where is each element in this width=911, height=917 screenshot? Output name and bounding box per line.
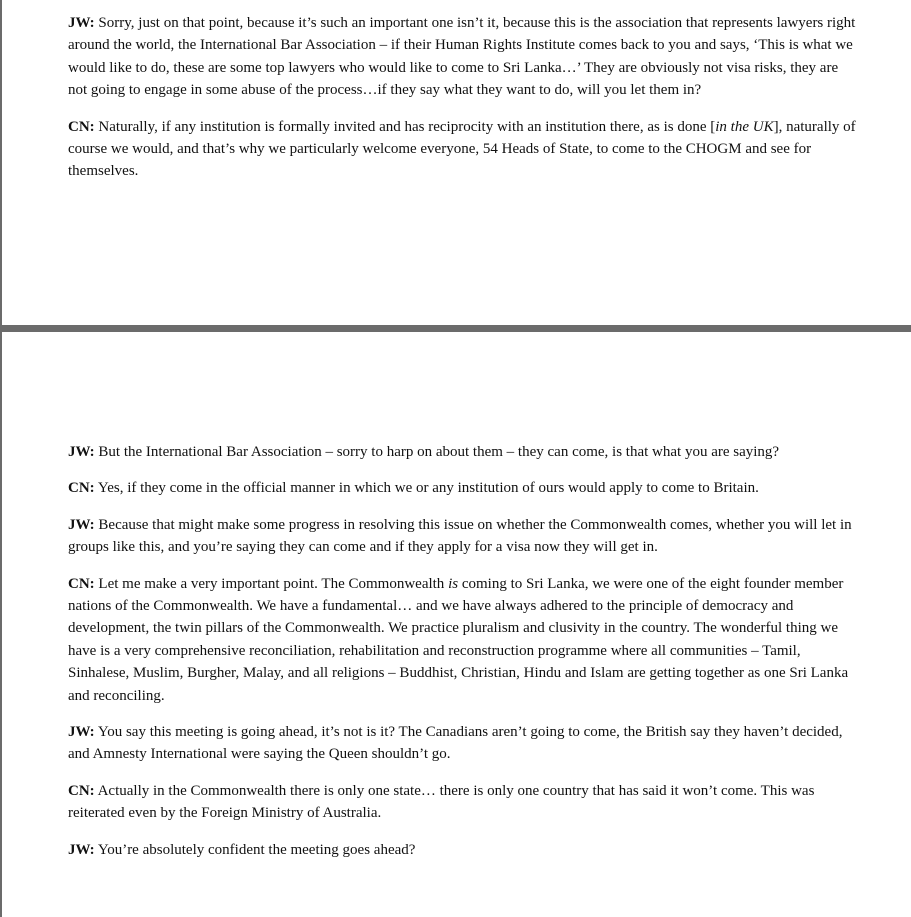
speaker-label: CN: — [68, 782, 95, 799]
speaker-label: CN: — [68, 118, 95, 135]
speaker-label: JW: — [68, 724, 95, 741]
speaker-label: CN: — [68, 575, 95, 592]
page-separator — [0, 325, 911, 332]
paragraph-text: But the International Bar Association – sorry to harp on about them – they can come, is that what you are saying? — [94, 444, 780, 460]
paragraph-text: You say this meeting is going ahead, it’s not is it? The Canadians aren’t going to come, the British say they haven’t decided, and Amnesty International were saying the Queen shouldn’t go. — [68, 724, 843, 763]
paragraph-text: You’re absolutely confident the meeting goes ahead? — [94, 841, 416, 858]
transcript-paragraph — [68, 116, 858, 183]
speaker-label: JW: — [68, 15, 95, 31]
paragraph-text: ], naturally of course we would, and that’s why we particularly welcome everyone, 54 Heads of State, to come to the CHOGM and see for themselves. — [68, 118, 856, 180]
paragraph-text: Let me make a very important point. The Commonwealth — [94, 575, 449, 592]
page-2-text — [68, 441, 858, 875]
paragraph-text: Sorry, just on that point, because it’s such an important one isn’t it, because this is the association that represents lawyers right around the world, the International Bar Association – if their Human Rights Institute comes back to you and says, ‘This is what we would like to do, these are some top lawyers who would like to come to Sri Lanka…’ They are obviously not visa risks, they are not going to engage in some abuse of the process…if they say what they want to do, will you let them in? — [68, 15, 856, 99]
paragraph-text: Yes, if they come in the official manner in which we or any institution of ours would apply to come to Britain. — [94, 480, 759, 497]
document-page-2 — [0, 332, 911, 917]
paragraph-emphasis: in the UK — [715, 118, 774, 135]
speaker-label: JW: — [68, 444, 95, 460]
page-1-text — [68, 12, 858, 197]
speaker-label: JW: — [68, 516, 95, 533]
transcript-paragraph — [68, 721, 858, 766]
transcript-paragraph — [68, 12, 858, 102]
transcript-paragraph — [68, 441, 858, 463]
transcript-paragraph — [68, 780, 858, 825]
document-page-1 — [0, 0, 911, 326]
paragraph-emphasis: is — [448, 575, 459, 592]
transcript-paragraph — [68, 477, 858, 499]
paragraph-text: coming to Sri Lanka, we were one of the eight founder member nations of the Commonwealth. We have a fundamental… and we have always adhered to the principle of democracy and development, the twin pillars of the Commonwealth. We practice pluralism and clusivity in the country. The wonderful thing we have is a very comprehensive reconciliation, rehabilitation and reconstruction programme where all communities – Tamil, Sinhalese, Muslim, Burgher, Malay, and all religions – Buddhist, Christian, Hindu and Islam are getting together as one Sri Lanka and reconciling. — [68, 575, 849, 704]
speaker-label: JW: — [68, 841, 95, 858]
speaker-label: CN: — [68, 480, 95, 497]
transcript-paragraph — [68, 514, 858, 559]
transcript-paragraph — [68, 839, 858, 861]
paragraph-text: Actually in the Commonwealth there is only one state… there is only one country that has said it won’t come. This was reiterated even by the Foreign Ministry of Australia. — [68, 782, 815, 822]
paragraph-text: Naturally, if any institution is formally invited and has reciprocity with an institution there, as is done [ — [94, 118, 716, 135]
transcript-paragraph — [68, 573, 858, 707]
paragraph-text: Because that might make some progress in resolving this issue on whether the Commonwealth comes, whether you will let in groups like this, and you’re saying they can come and if they apply for a visa now they will get in. — [68, 516, 852, 556]
